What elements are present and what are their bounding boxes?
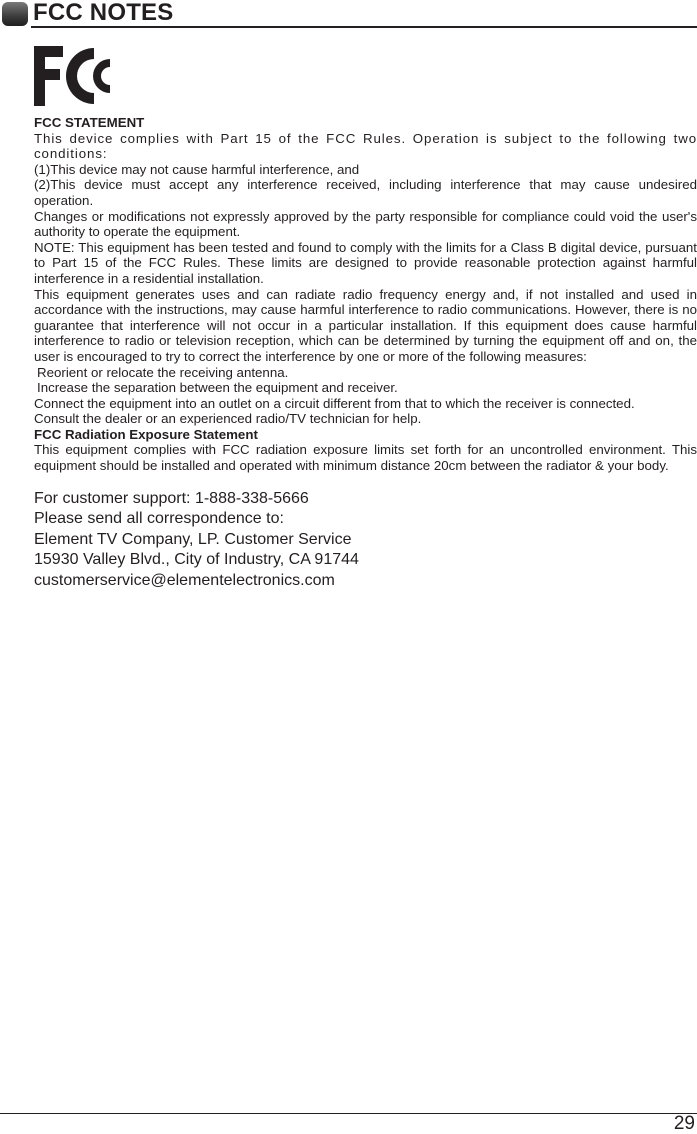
- spacer: [34, 474, 697, 489]
- correspondence-label: Please send all correspondence to:: [34, 510, 284, 528]
- page-header: [0, 0, 697, 28]
- paragraph-changes: Changes or modifications not expressly approved by the party responsible for compliance could void the user's authority to operate the equipment.: [34, 208, 697, 240]
- condition-1: (1)This device may not cause harmful interference, and: [34, 161, 360, 177]
- support-email: customerservice@elementelectronics.com: [34, 571, 335, 589]
- header-divider: [31, 26, 697, 28]
- page-title: FCC NOTES: [33, 0, 174, 26]
- company-name: Element TV Company, LP. Customer Service: [34, 530, 352, 548]
- paragraph-intro: This device complies with Part 15 of the FCC Rules. Operation is subject to the following two conditions:: [34, 130, 697, 162]
- page-number: 29: [673, 1113, 695, 1134]
- paragraph-radiation: This equipment complies with FCC radiation exposure limits set forth for an uncontrolled environment. This equipment should be installed and operated with minimum distance 20cm between the radiator & your body.: [34, 442, 697, 474]
- fcc-logo-icon: [34, 46, 116, 106]
- measure-2: Increase the separation between the equipment and receiver.: [37, 380, 398, 396]
- header-badge-icon: [2, 2, 28, 26]
- fcc-statement-heading: FCC STATEMENT: [34, 115, 145, 130]
- measure-3: Connect the equipment into an outlet on a circuit different from that to which the receiver is connected.: [34, 395, 635, 411]
- paragraph-note: NOTE: This equipment has been tested and found to comply with the limits for a Class B digital device, pursuant to Part 15 of the FCC Rules. These limits are designed to provide reasonable protection against harmful interference in a residential installation.: [34, 239, 697, 286]
- condition-2: (2)This device must accept any interference received, including interference that may cause undesired operation.: [34, 177, 697, 208]
- footer-divider: [0, 1113, 697, 1114]
- paragraph-generates: This equipment generates uses and can radiate radio frequency energy and, if not installed and used in accordance with the instructions, may cause harmful interference to radio communications. However, there is no guarantee that interference will not occur in a particular installation. If this equipment does cause harmful interference to radio or television reception, which can be determined by turning the equipment off and on, the user is encouraged to try to correct the interference by one or more of the following measures:: [34, 286, 697, 364]
- measure-1: Reorient or relocate the receiving antenna.: [37, 364, 289, 380]
- radiation-heading: FCC Radiation Exposure Statement: [34, 426, 258, 442]
- company-address: 15930 Valley Blvd., City of Industry, CA 91744: [34, 551, 359, 569]
- support-phone: For customer support: 1-888-338-5666: [34, 489, 309, 507]
- measure-4: Consult the dealer or an experienced radio/TV technician for help.: [34, 411, 422, 427]
- fcc-statement-body: [34, 115, 697, 591]
